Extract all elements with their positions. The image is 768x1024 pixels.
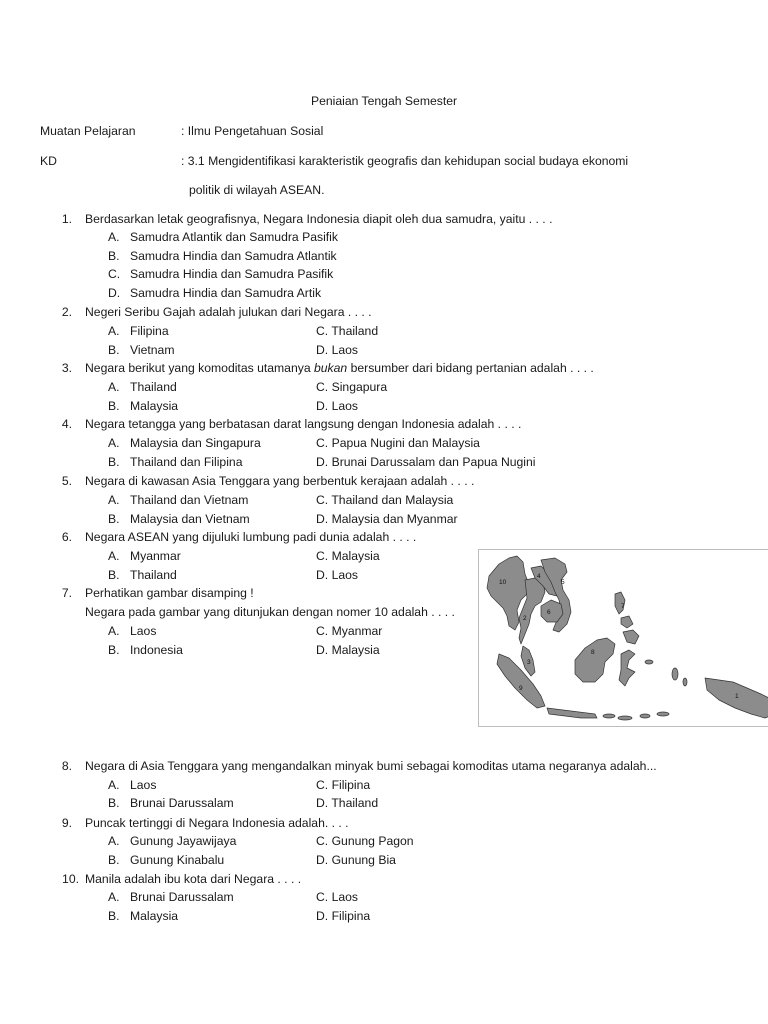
- question-text-line2: Negara pada gambar yang ditunjukan dengan nomer 10 adalah . . . .: [85, 605, 455, 619]
- option-b-text: Indonesia: [130, 643, 183, 657]
- option-letter: B.: [108, 643, 120, 657]
- option-d-text: D. Brunai Darussalam dan Papua Nugini: [316, 455, 536, 469]
- question-text: Negara di Asia Tenggara yang mengandalkan minyak bumi sebagai komoditas utama negaranya adalah...: [85, 759, 657, 773]
- subject-label: Muatan Pelajaran: [40, 124, 136, 138]
- option-a-text: Thailand: [130, 380, 177, 394]
- option-c-text: C. Laos: [316, 890, 359, 904]
- option-a-text: Thailand dan Vietnam: [130, 493, 249, 507]
- option-letter: A.: [108, 230, 120, 244]
- map-region-sulawesi: [619, 650, 635, 686]
- option-letter: B.: [108, 796, 120, 810]
- kd-value-line1: : 3.1 Mengidentifikasi karakteristik geografis dan kehidupan social budaya ekonomi: [181, 154, 629, 168]
- option-letter: B.: [108, 399, 120, 413]
- option-a-text: Laos: [130, 778, 157, 792]
- map-label: 3: [527, 659, 531, 666]
- asean-map: [479, 550, 768, 726]
- map-label: 8: [591, 649, 595, 656]
- option-a-text: Laos: [130, 624, 157, 638]
- option-c-text: C. Thailand: [316, 324, 379, 338]
- map-label: 5: [561, 579, 565, 586]
- map-label: 2: [523, 615, 527, 622]
- option-letter: B.: [108, 568, 120, 582]
- question-text: Puncak tertinggi di Negara Indonesia adalah. . . .: [85, 816, 349, 830]
- question-text: Negeri Seribu Gajah adalah julukan dari Negara . . . .: [85, 305, 372, 319]
- option-c-text: C. Malaysia: [316, 549, 380, 563]
- asean-map-figure: [478, 549, 768, 727]
- option-d-text: D. Gunung Bia: [316, 853, 396, 867]
- map-label: 10: [499, 579, 507, 586]
- option-letter: A.: [108, 493, 120, 507]
- question-number: 3.: [61, 361, 72, 375]
- option-d-text: D. Laos: [316, 399, 359, 413]
- option-b-text: Vietnam: [130, 343, 175, 357]
- question-text: Perhatikan gambar disamping !: [85, 586, 254, 600]
- map-label: 7: [621, 603, 625, 610]
- option-letter: B.: [108, 909, 120, 923]
- option-d-text: D. Thailand: [316, 796, 379, 810]
- map-region-sumatra: [497, 654, 545, 708]
- option-d-text: D. Laos: [316, 343, 359, 357]
- map-label: 1: [735, 693, 739, 700]
- option-text: Samudra Hindia dan Samudra Pasifik: [130, 267, 334, 281]
- option-c-text: C. Filipina: [316, 778, 371, 792]
- map-region-borneo: [575, 638, 615, 682]
- question-text: [85, 360, 594, 376]
- option-letter: B.: [108, 343, 120, 357]
- option-letter: B.: [108, 455, 120, 469]
- question-number: 8.: [61, 759, 72, 773]
- option-b-text: Thailand: [130, 568, 177, 582]
- map-label: 9: [519, 685, 523, 692]
- question-text-pre: Negara berikut yang komoditas utamanya: [85, 361, 314, 375]
- option-letter: B.: [108, 249, 120, 263]
- option-a-text: Malaysia dan Singapura: [130, 436, 261, 450]
- question-text: Negara ASEAN yang dijuluki lumbung padi dunia adalah . . . .: [85, 530, 417, 544]
- subject-value: : Ilmu Pengetahuan Sosial: [181, 124, 324, 138]
- question-number: 7.: [61, 586, 72, 600]
- question-text-emphasis: bukan: [313, 361, 348, 375]
- option-letter: A.: [108, 834, 120, 848]
- option-text: Samudra Hindia dan Samudra Artik: [130, 286, 322, 300]
- option-d-text: D. Filipina: [316, 909, 371, 923]
- option-letter: A.: [108, 890, 120, 904]
- option-b-text: Brunai Darussalam: [130, 796, 234, 810]
- question-number: 2.: [61, 305, 72, 319]
- option-c-text: C. Papua Nugini dan Malaysia: [316, 436, 480, 450]
- option-d-text: D. Laos: [316, 568, 359, 582]
- map-region-philippines-mindanao: [623, 630, 639, 644]
- option-c-text: C. Thailand dan Malaysia: [316, 493, 454, 507]
- question-number: 1.: [61, 212, 72, 226]
- question-number: 6.: [61, 530, 72, 544]
- option-letter: A.: [108, 380, 120, 394]
- option-c-text: C. Myanmar: [316, 624, 383, 638]
- question-number: 9.: [61, 816, 72, 830]
- option-a-text: Gunung Jayawijaya: [130, 834, 237, 848]
- option-letter: D.: [108, 286, 121, 300]
- option-d-text: D. Malaysia dan Myanmar: [316, 512, 458, 526]
- map-region-java: [547, 708, 597, 718]
- option-b-text: Malaysia dan Vietnam: [130, 512, 250, 526]
- map-region-philippines-visayas: [621, 616, 633, 628]
- option-letter: A.: [108, 624, 120, 638]
- option-a-text: Myanmar: [130, 549, 181, 563]
- question-text: Negara di kawasan Asia Tenggara yang berbentuk kerajaan adalah . . . .: [85, 474, 475, 488]
- option-text: Samudra Hindia dan Samudra Atlantik: [130, 249, 337, 263]
- option-b-text: Malaysia: [130, 909, 179, 923]
- option-d-text: D. Malaysia: [316, 643, 380, 657]
- question-number: 4.: [61, 417, 72, 431]
- question-number: 10.: [62, 872, 79, 886]
- kd-label: KD: [40, 154, 57, 168]
- option-c-text: C. Gunung Pagon: [316, 834, 414, 848]
- option-letter: B.: [108, 853, 120, 867]
- option-letter: C.: [108, 267, 121, 281]
- page-title: Peniaian Tengah Semester: [310, 94, 458, 108]
- option-letter: A.: [108, 778, 120, 792]
- option-text: Samudra Atlantik dan Samudra Pasifik: [130, 230, 338, 244]
- option-a-text: Filipina: [130, 324, 169, 338]
- question-text-post: bersumber dari bidang pertanian adalah . . . .: [347, 361, 594, 375]
- option-a-text: Brunai Darussalam: [130, 890, 234, 904]
- option-letter: A.: [108, 549, 120, 563]
- option-b-text: Thailand dan Filipina: [130, 455, 243, 469]
- option-b-text: Gunung Kinabalu: [130, 853, 225, 867]
- question-text: Berdasarkan letak geografisnya, Negara Indonesia diapit oleh dua samudra, yaitu . . . .: [85, 212, 553, 226]
- option-letter: A.: [108, 436, 120, 450]
- option-letter: A.: [108, 324, 120, 338]
- kd-value-line2: politik di wilayah ASEAN.: [189, 183, 325, 197]
- map-region-cambodia: [541, 600, 563, 622]
- map-label: 4: [537, 573, 541, 580]
- question-text: Manila adalah ibu kota dari Negara . . . .: [85, 872, 302, 886]
- question-text: Negara tetangga yang berbatasan darat langsung dengan Indonesia adalah . . . .: [85, 417, 522, 431]
- option-b-text: Malaysia: [130, 399, 179, 413]
- option-letter: B.: [108, 512, 120, 526]
- option-c-text: C. Singapura: [316, 380, 388, 394]
- map-label: 6: [547, 609, 551, 616]
- question-number: 5.: [61, 474, 72, 488]
